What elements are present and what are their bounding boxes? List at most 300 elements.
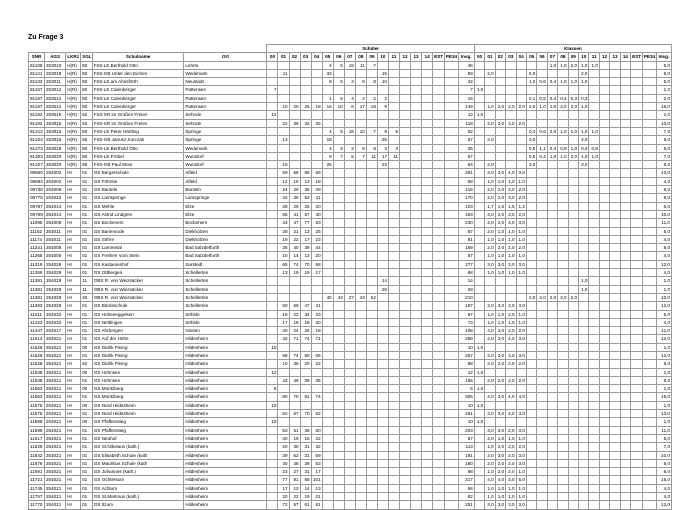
schueler-cell xyxy=(300,418,311,426)
klassen-cell xyxy=(558,277,568,285)
klassen-cell xyxy=(547,484,557,492)
klassen-cell xyxy=(495,285,505,293)
schueler-cell xyxy=(388,476,399,484)
schueler-cell xyxy=(422,152,433,160)
ort-cell: Sehnde xyxy=(184,119,267,127)
klassen-cell: 2,0 xyxy=(558,293,568,301)
est-cell xyxy=(433,335,445,343)
est-cell xyxy=(433,169,445,177)
schueler-cell xyxy=(344,161,355,169)
klassen-cell xyxy=(610,202,620,210)
klassen-cell xyxy=(568,318,578,326)
schueler-cell xyxy=(400,260,411,268)
klassen-cell xyxy=(537,418,547,426)
schueler-cell xyxy=(400,434,411,442)
klassen-cell xyxy=(537,360,547,368)
schueler-cell xyxy=(400,451,411,459)
header-blank xyxy=(29,45,267,53)
klassen-cell xyxy=(526,269,536,277)
klassen-cell xyxy=(547,252,557,260)
snr-cell: 11563 xyxy=(29,393,45,401)
schueler-cell xyxy=(388,451,399,459)
col-schueler-PE34: PE34 xyxy=(445,54,458,60)
klassen-cell xyxy=(558,69,568,77)
snr-cell: 09775 xyxy=(30,195,43,201)
k-est-cell xyxy=(631,61,643,69)
ags-cell: 254021 xyxy=(44,443,65,451)
lkrz-cell: HI xyxy=(66,484,81,492)
snr-cell: 11599 xyxy=(29,418,45,426)
klassen-cell: 3,0 xyxy=(516,451,526,459)
schulname-cell: GS Hohnsen xyxy=(92,376,184,384)
schueler-cell xyxy=(322,426,333,434)
table-row xyxy=(29,61,672,69)
schueler-cell xyxy=(333,318,344,326)
schueler-cell: 81 xyxy=(289,476,300,484)
schueler-cell: 62 xyxy=(289,451,300,459)
schueler-cell xyxy=(377,434,388,442)
klassen-cell xyxy=(547,393,557,401)
klassen-cell xyxy=(610,351,620,359)
schueler-cell xyxy=(333,451,344,459)
pe34-cell xyxy=(444,426,458,434)
table-body xyxy=(29,61,672,509)
klassen-cell xyxy=(526,194,536,202)
schueler-cell xyxy=(422,368,433,376)
schueler-cell: 23 xyxy=(311,310,322,318)
schueler-cell xyxy=(377,244,388,252)
klassen-cell xyxy=(526,252,536,260)
klassen-cell xyxy=(495,152,505,160)
schueler-cell xyxy=(388,111,399,119)
klassen-cell xyxy=(495,401,505,409)
schueler-cell: 18 xyxy=(300,318,311,326)
schueler-cell: 6 xyxy=(344,103,355,111)
schueler-cell xyxy=(400,468,411,476)
schueler-cell xyxy=(355,468,366,476)
klassen-cell xyxy=(599,468,609,476)
schueler-cell xyxy=(333,476,344,484)
schueler-cell xyxy=(300,111,311,119)
snr-cell: 11241 xyxy=(29,244,45,252)
klassen-cell xyxy=(495,136,505,144)
klassen-cell xyxy=(589,418,599,426)
klassen-cell: 1,0 xyxy=(516,318,526,326)
schueler-cell xyxy=(377,493,388,501)
klassen-total-cell: 5,0 xyxy=(656,434,671,442)
k-est-cell xyxy=(631,459,643,467)
snr-cell: 11526 xyxy=(29,360,45,368)
k-est-cell xyxy=(631,410,643,418)
klassen-total-cell: 16,0 xyxy=(656,476,671,484)
ags-cell: 254021 xyxy=(44,343,65,351)
schueler-cell: 5 xyxy=(333,78,344,86)
klassen-total-cell: 4,0 xyxy=(656,493,671,501)
klassen-cell xyxy=(599,451,609,459)
schueler-cell xyxy=(411,335,422,343)
schueler-cell xyxy=(300,127,311,135)
schulname-cell: FöS-GB Janusz Korczak xyxy=(92,136,184,144)
lkrz-cell: HI xyxy=(66,443,81,451)
est-cell xyxy=(433,235,445,243)
klassen-total-cell: 9,0 xyxy=(656,459,671,467)
schueler-cell: 20 xyxy=(311,202,322,210)
pe34-cell xyxy=(444,376,458,384)
ort-cell: Söhlde xyxy=(184,310,267,318)
schueler-cell: 12 xyxy=(278,177,289,185)
schueler-cell xyxy=(267,335,278,343)
schueler-total-cell: 58 xyxy=(458,177,474,185)
klassen-cell xyxy=(599,94,609,102)
klassen-cell xyxy=(620,111,630,119)
k-pe34-cell xyxy=(642,335,656,343)
klassen-cell xyxy=(537,210,547,218)
klassen-cell xyxy=(599,277,609,285)
ort-cell: Hildesheim xyxy=(184,401,267,409)
klassen-cell: 5,0 xyxy=(526,69,536,77)
schueler-cell xyxy=(411,459,422,467)
schueler-cell: 36 xyxy=(289,360,300,368)
schueler-cell xyxy=(411,194,422,202)
sgl-cell: 01 xyxy=(81,410,93,418)
schueler-cell xyxy=(333,269,344,277)
schueler-cell xyxy=(344,219,355,227)
lkrz-cell: HI xyxy=(66,169,81,177)
klassen-cell xyxy=(620,78,630,86)
k-est-cell xyxy=(631,401,643,409)
sgl-cell: 40 xyxy=(81,293,93,301)
klassen-cell xyxy=(620,186,630,194)
schueler-cell xyxy=(333,351,344,359)
klassen-cell: 3,0 xyxy=(526,136,536,144)
klassen-cell xyxy=(599,152,609,160)
table-row xyxy=(29,484,672,492)
klassen-cell: 1,0 xyxy=(516,177,526,185)
klassen-cell xyxy=(579,401,589,409)
ort-cell: Hildesheim xyxy=(184,368,267,376)
snr-cell: 91157 xyxy=(29,103,45,111)
schueler-cell: 31 xyxy=(300,451,311,459)
schueler-cell xyxy=(344,252,355,260)
col-schueler-07: 07 xyxy=(344,53,355,61)
klassen-cell xyxy=(474,426,484,434)
schueler-cell xyxy=(388,302,399,310)
schueler-cell xyxy=(422,401,433,409)
klassen-cell xyxy=(537,227,547,235)
klassen-cell xyxy=(579,434,589,442)
pe34-cell xyxy=(444,260,458,268)
klassen-cell xyxy=(610,410,620,418)
schueler-cell xyxy=(388,94,399,102)
klassen-cell xyxy=(495,86,505,94)
klassen-cell xyxy=(506,136,516,144)
schueler-cell xyxy=(355,335,366,343)
k-pe34-cell xyxy=(642,327,656,335)
schueler-cell xyxy=(322,418,333,426)
ags-cell: 254029 xyxy=(44,293,65,301)
klassen-cell: 1,0 xyxy=(474,418,484,426)
klassen-cell xyxy=(485,293,495,301)
schueler-cell xyxy=(377,310,388,318)
klassen-cell: 4,0 xyxy=(506,219,516,227)
klassen-cell: 2,0 xyxy=(485,219,495,227)
schueler-cell xyxy=(422,86,433,94)
ags-cell: 253020 xyxy=(44,161,65,169)
schueler-cell xyxy=(355,434,366,442)
klassen-cell xyxy=(558,210,568,218)
schulname-cell: GS Söhre xyxy=(92,235,184,243)
schueler-cell xyxy=(355,235,366,243)
schueler-cell xyxy=(344,493,355,501)
schueler-cell xyxy=(278,94,289,102)
klassen-cell xyxy=(599,103,609,111)
klassen-cell xyxy=(579,244,589,252)
klassen-cell: 1,0 xyxy=(495,235,505,243)
klassen-cell: 1,0 xyxy=(579,152,589,160)
ags-cell: 254014 xyxy=(44,202,65,210)
klassen-cell xyxy=(547,219,557,227)
pe34-cell xyxy=(444,194,458,202)
schueler-cell xyxy=(344,69,355,77)
snr-cell: 11575 xyxy=(29,401,45,409)
schueler-cell xyxy=(333,260,344,268)
table-row xyxy=(29,393,672,401)
klassen-cell xyxy=(589,177,599,185)
schueler-cell xyxy=(400,343,411,351)
schueler-cell xyxy=(322,343,333,351)
k-est-cell xyxy=(631,136,643,144)
klassen-cell xyxy=(620,277,630,285)
klassen-cell: 2,0 xyxy=(495,360,505,368)
schueler-cell: 14 xyxy=(300,484,311,492)
col-klassen-10: 10 xyxy=(579,53,589,61)
klassen-cell: 1,5 xyxy=(506,202,516,210)
k-est-cell xyxy=(631,260,643,268)
schueler-cell xyxy=(366,468,377,476)
k-pe34-cell xyxy=(642,119,656,127)
schueler-cell: 11 xyxy=(366,152,377,160)
schueler-total-cell: 257 xyxy=(458,351,474,359)
schueler-cell xyxy=(267,252,278,260)
schueler-cell xyxy=(400,86,411,94)
klassen-cell xyxy=(589,86,599,94)
schueler-cell xyxy=(388,277,399,285)
schueler-cell xyxy=(267,493,278,501)
klassen-cell xyxy=(589,451,599,459)
schueler-cell xyxy=(267,94,278,102)
lkrz-cell: HI xyxy=(66,335,81,343)
klassen-cell xyxy=(610,293,620,301)
klassen-cell: 1,0 xyxy=(516,235,526,243)
k-est-cell xyxy=(631,318,643,326)
col-schueler-EST: EST xyxy=(434,54,444,60)
ort-cell: Schellerten xyxy=(184,285,267,293)
col-schueler-12: 12 xyxy=(400,53,411,61)
schueler-cell: 42 xyxy=(333,293,344,301)
schueler-total-cell: 261 xyxy=(458,410,474,418)
ort-cell: Hildesheim xyxy=(184,434,267,442)
schueler-cell xyxy=(311,161,322,169)
col-klassen-Insg.: Insg. xyxy=(656,53,671,61)
klassen-cell xyxy=(547,210,557,218)
schueler-cell xyxy=(333,202,344,210)
klassen-cell xyxy=(589,269,599,277)
table-row xyxy=(29,177,672,185)
klassen-cell xyxy=(506,152,516,160)
k-pe34-cell xyxy=(642,169,656,177)
k-pe34-cell xyxy=(642,235,656,243)
ort-cell: Hildesheim xyxy=(184,376,267,384)
schueler-cell xyxy=(411,443,422,451)
klassen-cell xyxy=(558,219,568,227)
klassen-cell xyxy=(568,285,578,293)
schueler-cell xyxy=(333,136,344,144)
klassen-total-cell: 4,0 xyxy=(656,318,671,326)
sgl-cell: 00 xyxy=(81,368,93,376)
klassen-total-cell: 5,0 xyxy=(656,227,671,235)
ort-cell: Pattensen xyxy=(184,103,267,111)
klassen-cell xyxy=(526,119,536,127)
schulname-cell: GS Moritzberg xyxy=(92,385,184,393)
klassen-cell xyxy=(547,385,557,393)
klassen-cell xyxy=(474,434,484,442)
k-est-cell xyxy=(631,327,643,335)
klassen-cell: 1,2 xyxy=(516,202,526,210)
ags-cell: 254006 xyxy=(44,186,65,194)
ags-cell: 254021 xyxy=(44,393,65,401)
klassen-cell: 1,0 xyxy=(485,484,495,492)
klassen-cell xyxy=(620,152,630,160)
schueler-cell: 7 xyxy=(366,61,377,69)
pe34-cell xyxy=(444,136,458,144)
klassen-total-cell: 6,0 xyxy=(656,61,671,69)
sgl-cell: 60 xyxy=(81,103,93,111)
schueler-cell xyxy=(411,86,422,94)
schueler-cell xyxy=(355,484,366,492)
klassen-cell: 2,0 xyxy=(485,136,495,144)
est-cell xyxy=(433,136,445,144)
snr-cell: 91327 xyxy=(30,162,43,168)
klassen-cell xyxy=(506,61,516,69)
schueler-cell xyxy=(289,144,300,152)
ags-cell: 253018 xyxy=(44,69,65,77)
klassen-cell xyxy=(589,302,599,310)
klassen-cell: 2,0 xyxy=(495,210,505,218)
klassen-cell xyxy=(589,103,599,111)
schulname-cell: GS Lamspringe xyxy=(92,194,184,202)
schueler-cell: 25 xyxy=(311,227,322,235)
schueler-cell: 10 xyxy=(267,418,278,426)
schulname-cell: GS Nord Hildesheim xyxy=(92,410,184,418)
ags-cell: 254021 xyxy=(44,468,65,476)
klassen-cell: 2,0 xyxy=(506,443,516,451)
k-est-cell xyxy=(631,426,643,434)
schueler-cell xyxy=(366,451,377,459)
schueler-cell xyxy=(388,194,399,202)
schueler-cell xyxy=(400,61,411,69)
ort-cell: Hildesheim xyxy=(184,459,267,467)
snr-cell: 11319 xyxy=(29,260,45,268)
klassen-cell: 2,0 xyxy=(516,103,526,111)
table-row xyxy=(29,468,672,476)
est-cell xyxy=(433,219,445,227)
schueler-cell xyxy=(267,410,278,418)
klassen-cell xyxy=(537,136,547,144)
schueler-cell xyxy=(422,260,433,268)
schueler-cell: 23 xyxy=(377,161,388,169)
schueler-cell xyxy=(411,385,422,393)
schueler-cell xyxy=(411,468,422,476)
klassen-cell xyxy=(599,219,609,227)
ort-cell: Giesen xyxy=(184,327,267,335)
sgl-cell: 01 xyxy=(81,476,93,484)
klassen-cell: 4,0 xyxy=(485,327,495,335)
klassen-cell: 0,5 xyxy=(526,144,536,152)
col-klassen-06: 06 xyxy=(537,53,547,61)
klassen-cell: 1,0 xyxy=(547,61,557,69)
klassen-cell xyxy=(579,501,589,509)
klassen-cell xyxy=(547,335,557,343)
schueler-cell xyxy=(311,78,322,86)
lkrz-cell: HI xyxy=(66,244,81,252)
schueler-cell: 68 xyxy=(278,351,289,359)
schueler-cell xyxy=(388,327,399,335)
schueler-cell: 4 xyxy=(322,61,333,69)
klassen-cell xyxy=(474,484,484,492)
schueler-cell: 74 xyxy=(289,260,300,268)
ags-cell: 253012 xyxy=(44,94,65,102)
klassen-cell xyxy=(599,368,609,376)
schueler-total-cell: 10 xyxy=(458,401,474,409)
klassen-cell xyxy=(506,343,516,351)
klassen-cell xyxy=(589,376,599,384)
schueler-cell xyxy=(400,235,411,243)
klassen-cell xyxy=(547,434,557,442)
k-est-cell xyxy=(631,127,643,135)
schueler-cell xyxy=(344,501,355,509)
ags-cell: 253011 xyxy=(44,78,65,86)
klassen-cell: 0,3 xyxy=(568,94,578,102)
k-pe34-cell xyxy=(642,476,656,484)
klassen-cell xyxy=(610,426,620,434)
klassen-cell xyxy=(526,177,536,185)
klassen-cell xyxy=(526,210,536,218)
schueler-cell xyxy=(267,136,278,144)
schueler-cell: 3 xyxy=(344,78,355,86)
klassen-cell: 2,0 xyxy=(485,119,495,127)
lkrz-cell: HI xyxy=(66,277,81,285)
klassen-cell xyxy=(547,194,557,202)
klassen-cell xyxy=(568,260,578,268)
klassen-total-cell: 7,0 xyxy=(656,443,671,451)
schueler-cell xyxy=(344,335,355,343)
schueler-cell: 57 xyxy=(300,210,311,218)
pe34-cell xyxy=(444,310,458,318)
schueler-cell xyxy=(377,459,388,467)
klassen-cell xyxy=(579,426,589,434)
klassen-cell xyxy=(526,501,536,509)
schueler-cell: 12 xyxy=(267,368,278,376)
klassen-cell xyxy=(495,94,505,102)
klassen-cell: 3,0 xyxy=(516,260,526,268)
schueler-cell: 19 xyxy=(289,434,300,442)
table-row xyxy=(29,210,672,218)
schueler-cell: 67 xyxy=(289,410,300,418)
klassen-cell: 3,0 xyxy=(495,501,505,509)
schueler-cell xyxy=(333,194,344,202)
lkrz-cell: H(R) xyxy=(66,69,81,77)
klassen-cell: 1,0 xyxy=(516,227,526,235)
